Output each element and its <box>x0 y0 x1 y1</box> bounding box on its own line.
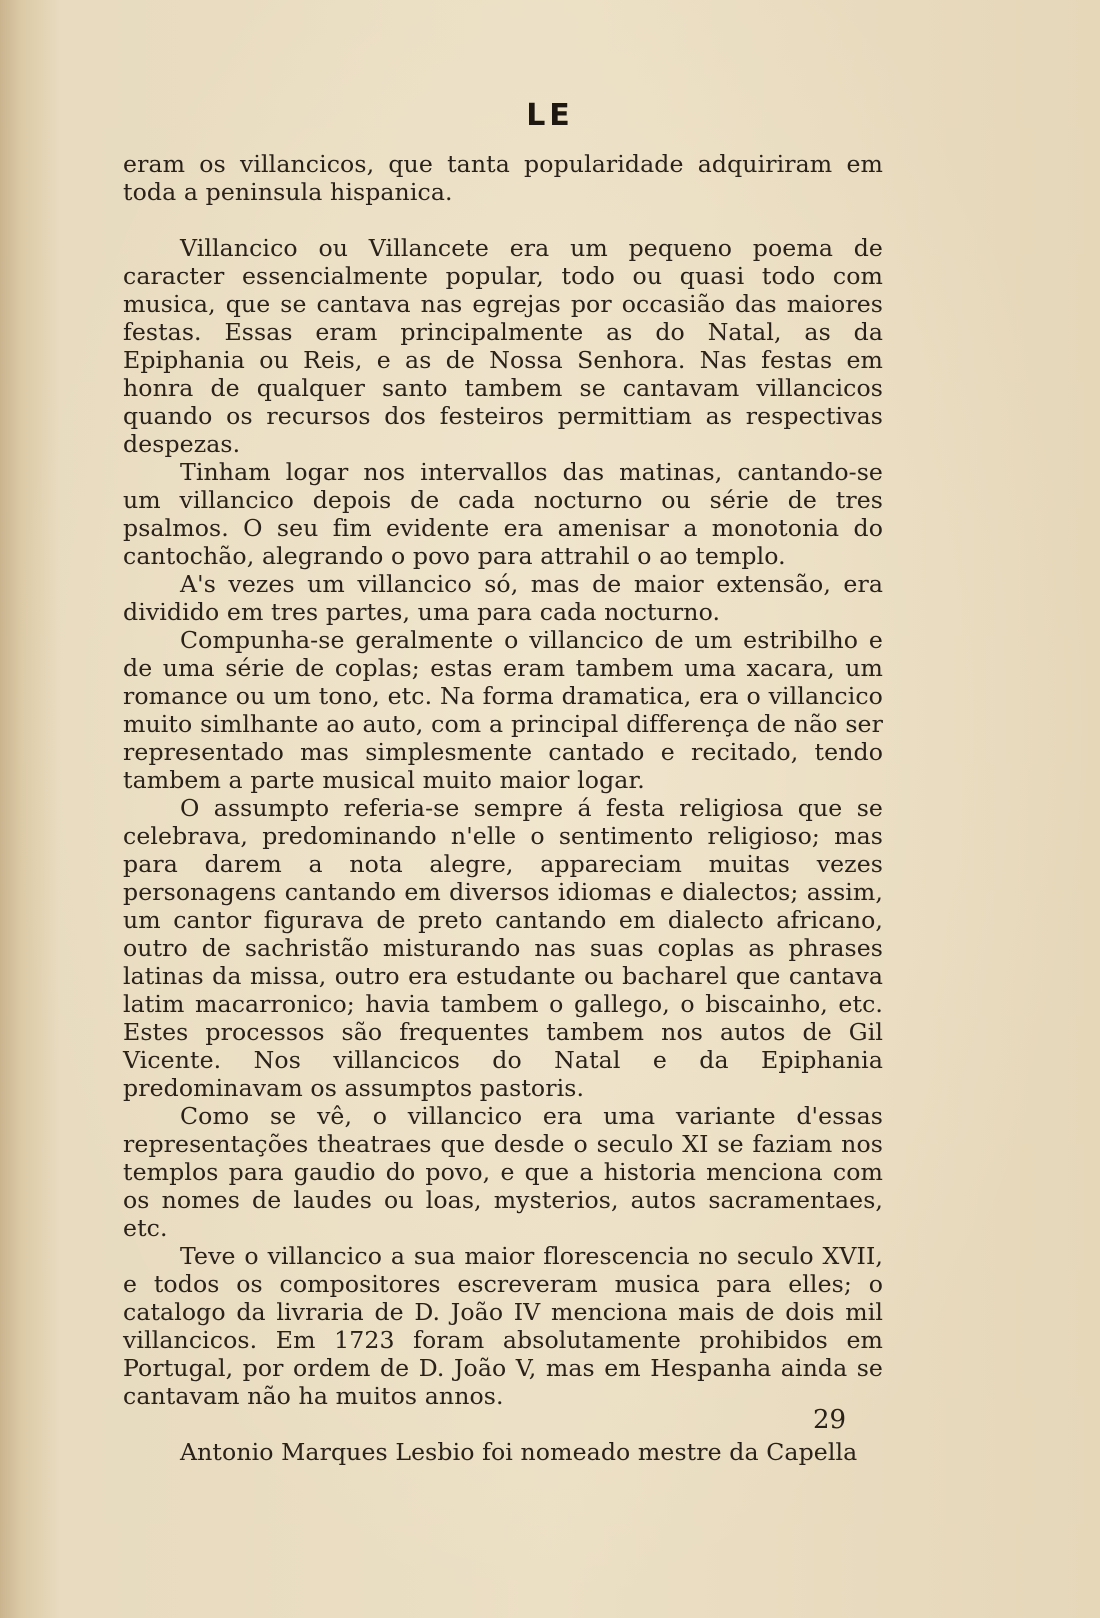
paragraph-continuation: eram os villancicos, que tanta popularidade adquiriram em toda a peninsula hispanica. <box>123 150 883 206</box>
paragraph: Teve o villancico a sua maior florescencia no seculo XVII, e todos os compositores escreveram musica para elles; o catalogo da livraria de D. João IV menciona mais de dois mil villancicos. Em 1723 foram absolutamente prohibidos em Portugal, por ordem de D. João V, mas em Hespanha ainda se cantavam não ha muitos annos. <box>123 1242 883 1410</box>
running-head: LE <box>526 98 574 133</box>
paragraph: Villancico ou Villancete era um pequeno poema de caracter essencialmente popular, todo ou quasi todo com musica, que se cantava nas egrejas por occasião das maiores festas. Essas eram principalmente as do Natal, as da Epiphania ou Reis, e as de Nossa Senhora. Nas festas em honra de qualquer santo tambem se cantavam villancicos quando os recursos dos festeiros permittiam as respectivas despezas. <box>123 234 883 458</box>
paragraph: Antonio Marques Lesbio foi nomeado mestre da Capella <box>180 1438 858 1466</box>
paragraph: A's vezes um villancico só, mas de maior extensão, era dividido em tres partes, uma para cada nocturno. <box>123 570 883 626</box>
paragraph: O assumpto referia-se sempre á festa religiosa que se celebrava, predominando n'elle o sentimento religioso; mas para darem a nota alegre, appareciam muitas vezes personagens cantando em diversos idiomas e dialectos; assim, um cantor figurava de preto cantando em dialecto africano, outro de sachristão misturando nas suas coplas as phrases latinas da missa, outro era estudante ou bacharel que cantava latim macarronico; havia tambem o gallego, o biscainho, etc. Estes processos são frequentes tambem nos autos de Gil Vicente. Nos villancicos do Natal e da Epiphania predominavam os assumptos pastoris. <box>123 794 883 1102</box>
page-number: 29 <box>813 1405 847 1435</box>
paragraph: Compunha-se geralmente o villancico de um estribilho e de uma série de coplas; estas eram tambem uma xacara, um romance ou um tono, etc. Na forma dramatica, era o villancico muito simlhante ao auto, com a principal differença de não ser representado mas simplesmente cantado e recitado, tendo tambem a parte musical muito maior logar. <box>123 626 883 794</box>
page-body-text <box>123 150 883 1466</box>
paragraph: Como se vê, o villancico era uma variante d'essas representações theatraes que desde o seculo XI se faziam nos templos para gaudio do povo, e que a historia menciona com os nomes de laudes ou loas, mysterios, autos sacramentaes, etc. <box>123 1102 883 1242</box>
paragraph: Tinham logar nos intervallos das matinas, cantando-se um villancico depois de cada nocturno ou série de tres psalmos. O seu fim evidente era amenisar a monotonia do cantochão, alegrando o povo para attrahil o ao templo. <box>123 458 883 570</box>
